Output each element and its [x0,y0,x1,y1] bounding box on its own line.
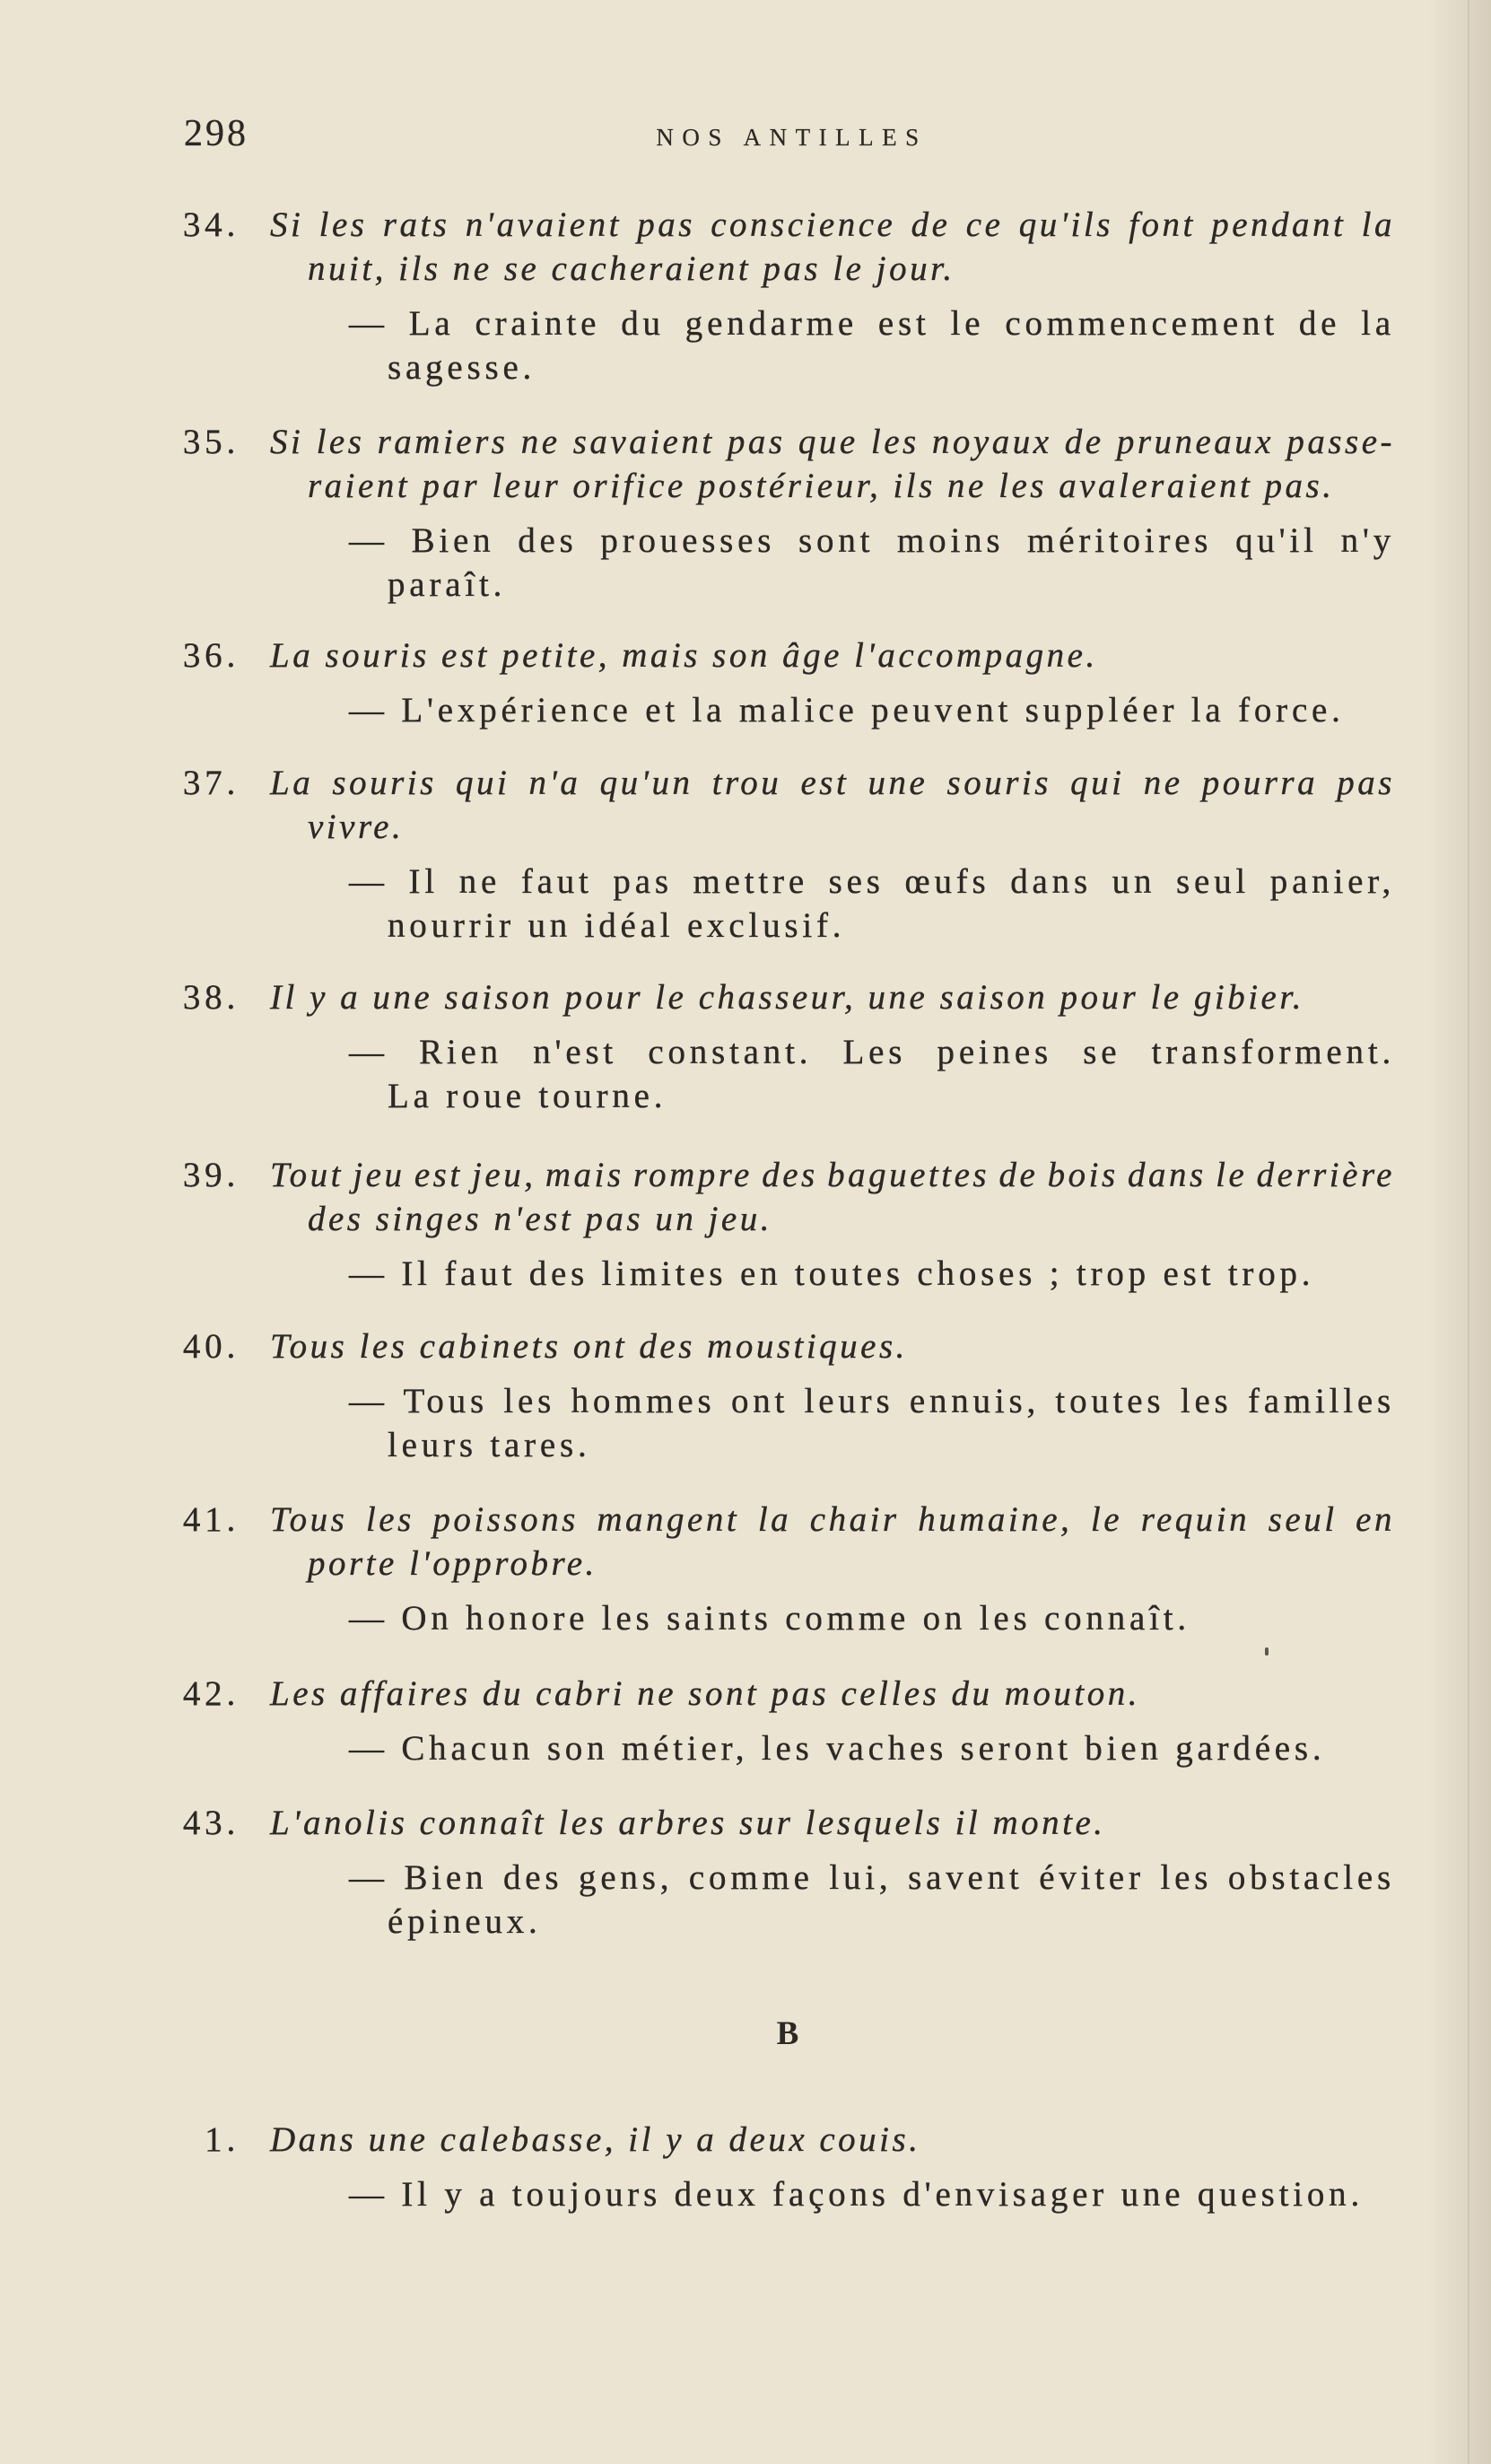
meaning-line: leurs tares. [388,1426,591,1464]
meaning-text [0,1252,1491,1296]
running-title: NOS ANTILLES [656,124,928,151]
page-number: 298 [184,113,248,154]
meaning-line: — Chacun son métier, les vaches seront bien gardées. [349,1729,1326,1768]
proverb-entry [0,420,1491,607]
proverb-line: vivre. [308,808,405,846]
proverb-entry [0,1672,1491,1770]
meaning-line: — La crainte du gendarme est le commencement de la [349,304,1395,343]
proverb-line: Les affaires du cabri ne sont pas celles du mouton. [270,1674,1141,1713]
proverb-entry [0,761,1491,948]
meaning-line: — Il faut des limites en toutes choses ; trop est trop. [349,1254,1315,1293]
proverb-number: 43. [182,1804,240,1842]
meaning-line: — Bien des prouesses sont moins méritoires qu'il n'y [349,521,1395,560]
meaning-text [0,1856,1491,1944]
scan-speck [1265,1647,1269,1656]
meaning-line: — Il y a toujours deux façons d'envisager une question. [349,2175,1364,2214]
meaning-line: — Rien n'est constant. Les peines se transforment. [349,1033,1395,1071]
proverb-line: nuit, ils ne se cacheraient pas le jour. [308,249,955,288]
meaning-line: — Il ne faut pas mettre ses œufs dans un seul panier, [349,862,1395,901]
proverb-entry [0,633,1491,732]
proverb-number: 37. [182,764,240,802]
section-heading: B [776,2015,799,2052]
proverb-number: 38. [182,978,240,1017]
proverb-line: Tout jeu est jeu, mais rompre des baguettes de bois dans le derrière [270,1156,1395,1194]
proverb-line: La souris qui n'a qu'un trou est une souris qui ne pourra pas [270,764,1395,802]
proverb-line: Tous les cabinets ont des moustiques. [270,1327,908,1366]
proverb-number: 1. [205,2120,240,2159]
proverb-entry [0,1153,1491,1296]
meaning-text [0,688,1491,732]
meaning-line: nourrir un idéal exclusif. [388,906,846,945]
proverb-line: Tous les poissons mangent la chair humaine, le requin seul en [270,1500,1395,1539]
meaning-text [0,519,1491,607]
meaning-line: paraît. [388,565,507,604]
proverb-line: Dans une calebasse, il y a deux couis. [270,2120,921,2159]
proverb-number: 36. [182,636,240,675]
proverb-line: porte l'opprobre. [308,1544,597,1583]
proverb-line: Si les ramiers ne savaient pas que les noyaux de pruneaux passe- [270,423,1395,461]
meaning-line: — On honore les saints comme on les connaît. [349,1599,1190,1638]
meaning-text [0,1030,1491,1118]
proverb-line: raient par leur orifice postérieur, ils ne les avaleraient pas. [308,467,1335,505]
meaning-text [0,2172,1491,2216]
proverb-number: 39. [182,1156,240,1194]
proverb-number: 35. [182,423,240,461]
proverb-entry [0,1498,1491,1640]
meaning-text [0,1596,1491,1640]
meaning-line: — Bien des gens, comme lui, savent éviter les obstacles [349,1858,1395,1897]
proverb-line: des singes n'est pas un jeu. [308,1200,772,1238]
proverb-entry [0,203,1491,389]
proverb-entry [0,2118,1491,2216]
proverb-line: Si les rats n'avaient pas conscience de ce qu'ils font pendant la [270,205,1395,244]
meaning-text [0,1726,1491,1770]
meaning-line: sagesse. [388,348,536,387]
proverb-entry [0,1324,1491,1467]
meaning-line: — L'expérience et la malice peuvent suppléer la force. [349,691,1345,730]
proverb-entry [0,975,1491,1118]
proverb-number: 34. [182,205,240,244]
proverb-line: La souris est petite, mais son âge l'accompagne. [270,636,1098,675]
meaning-text [0,301,1491,389]
proverb-line: L'anolis connaît les arbres sur lesquels il monte. [270,1804,1106,1842]
meaning-text [0,1379,1491,1467]
meaning-line: La roue tourne. [388,1077,667,1115]
proverb-number: 40. [182,1327,240,1366]
proverb-number: 42. [182,1674,240,1713]
proverb-entry [0,1801,1491,1944]
meaning-text [0,860,1491,948]
meaning-line: épineux. [388,1902,542,1941]
meaning-line: — Tous les hommes ont leurs ennuis, toutes les familles [349,1382,1395,1420]
proverb-line: Il y a une saison pour le chasseur, une saison pour le gibier. [270,978,1304,1017]
proverb-number: 41. [182,1500,240,1539]
